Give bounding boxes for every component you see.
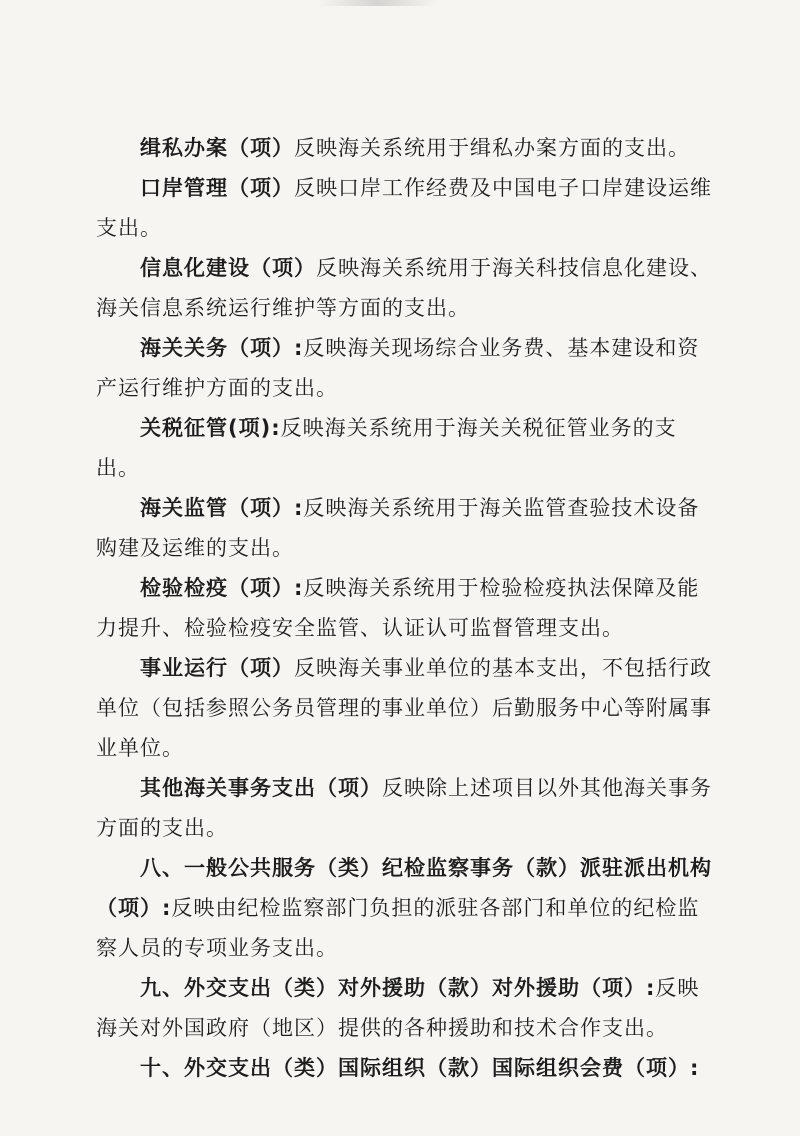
paragraph-text: 反映海关系统用于检验检疫执法保障及能力提升、检验检疫安全监管、认证认可监督管理支出。 bbox=[96, 576, 700, 640]
paragraph-heading: 信息化建设（项） bbox=[140, 256, 316, 280]
paragraph-heading: 关税征管(项): bbox=[140, 416, 281, 440]
paragraph-heading: 八、一般公共服务（类）纪检监察事务（款）派驻派出机构（项）: bbox=[96, 856, 712, 920]
paragraph-heading: 其他海关事务支出（项） bbox=[140, 776, 382, 800]
paragraph bbox=[96, 488, 712, 568]
paragraph bbox=[96, 768, 712, 848]
paragraph-text: 反映由纪检监察部门负担的派驻各部门和单位的纪检监察人员的专项业务支出。 bbox=[96, 896, 700, 960]
paragraph-heading: 十、外交支出（类）国际组织（款）国际组织会费（项）: bbox=[140, 1056, 700, 1080]
paragraph bbox=[96, 648, 712, 768]
paragraph-heading: 事业运行（项） bbox=[140, 656, 294, 680]
paragraph-text: 反映除上述项目以外其他海关事务方面的支出。 bbox=[96, 776, 712, 840]
paragraph-heading: 口岸管理（项） bbox=[140, 176, 294, 200]
paragraph bbox=[96, 568, 712, 648]
paragraph-text: 反映海关对外国政府（地区）提供的各种援助和技术合作支出。 bbox=[96, 976, 700, 1040]
paragraph bbox=[96, 168, 712, 248]
paragraph bbox=[96, 248, 712, 328]
document-body bbox=[96, 128, 712, 1088]
paragraph-heading: 九、外交支出（类）对外援助（款）对外援助（项）: bbox=[140, 976, 656, 1000]
scan-artifact bbox=[318, 0, 438, 6]
paragraph-text: 反映海关事业单位的基本支出，不包括行政单位（包括参照公务员管理的事业单位）后勤服务中心等附属事业单位。 bbox=[96, 656, 712, 760]
paragraph bbox=[96, 128, 712, 168]
paragraph-text: 反映海关系统用于海关监管查验技术设备购建及运维的支出。 bbox=[96, 496, 700, 560]
paragraph-heading: 海关关务（项）: bbox=[140, 336, 304, 360]
paragraph bbox=[96, 848, 712, 968]
paragraph bbox=[96, 408, 712, 488]
paragraph bbox=[96, 328, 712, 408]
paragraph-text: 反映海关系统用于缉私办案方面的支出。 bbox=[294, 136, 690, 160]
paragraph-text: 反映海关系统用于海关科技信息化建设、海关信息系统运行维护等方面的支出。 bbox=[96, 256, 712, 320]
paragraph-text: 反映海关系统用于海关关税征管业务的支出。 bbox=[96, 416, 677, 480]
paragraph-heading: 海关监管（项）: bbox=[140, 496, 304, 520]
paragraph-text: 反映海关现场综合业务费、基本建设和资产运行维护方面的支出。 bbox=[96, 336, 700, 400]
paragraph bbox=[96, 968, 712, 1048]
paragraph-heading: 缉私办案（项） bbox=[140, 136, 294, 160]
paragraph bbox=[96, 1048, 712, 1088]
paragraph-heading: 检验检疫（项）: bbox=[140, 576, 304, 600]
paragraph-text: 反映口岸工作经费及中国电子口岸建设运维支出。 bbox=[96, 176, 712, 240]
